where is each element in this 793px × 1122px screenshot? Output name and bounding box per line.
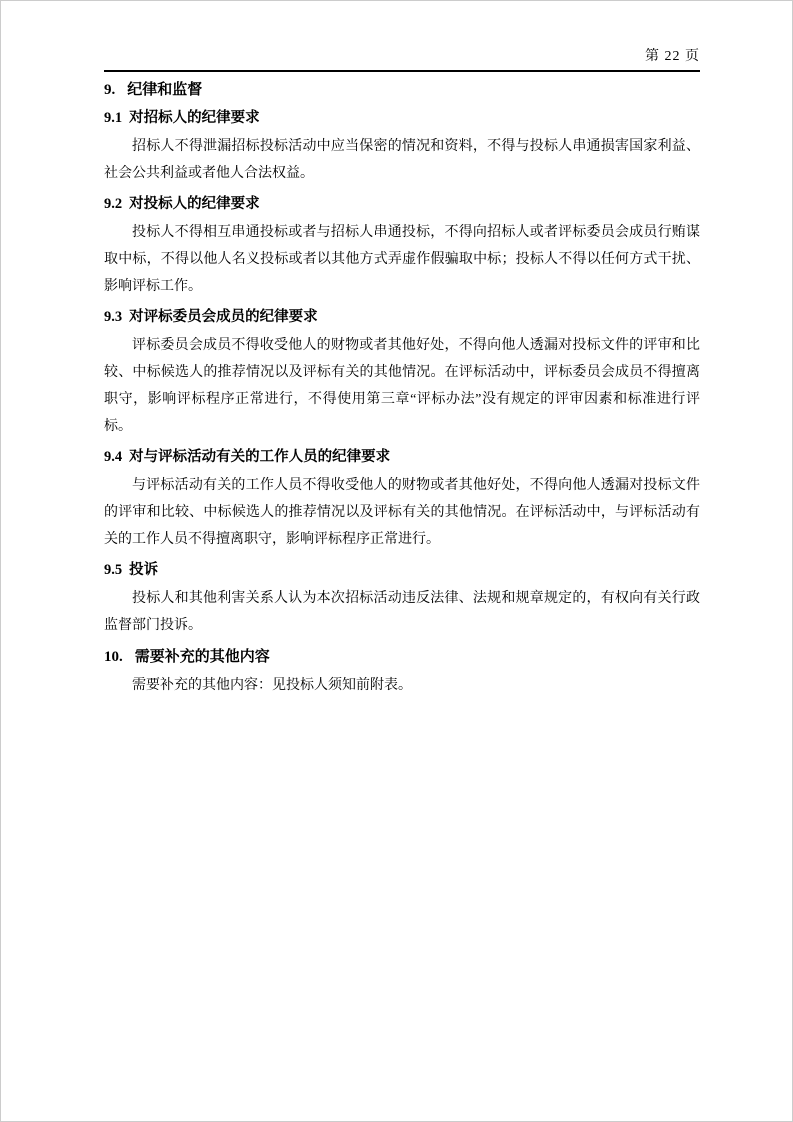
section-number: 9.3 xyxy=(104,309,123,325)
section-10-heading xyxy=(104,646,700,668)
section-9-5-heading xyxy=(104,559,700,581)
paragraph: 需要补充的其他内容：见投标人须知前附表。 xyxy=(132,678,412,693)
paragraph: 招标人不得泄漏招标投标活动中应当保密的情况和资料，不得与投标人串通损害国家利益、社会公共利益或者他人合法权益。 xyxy=(104,139,700,181)
section-title: 对评标委员会成员的纪律要求 xyxy=(129,309,318,325)
section-9-2-heading xyxy=(104,193,700,215)
paragraph: 投标人不得相互串通投标或者与招标人串通投标，不得向招标人或者评标委员会成员行贿谋取中标，不得以他人名义投标或者以其他方式弄虚作假骗取中标；投标人不得以任何方式干扰、影响评标工作。 xyxy=(104,225,700,294)
section-number: 9.2 xyxy=(104,196,123,212)
section-9-1-heading xyxy=(104,107,700,129)
section-number: 9.1 xyxy=(104,110,123,126)
section-number: 10. xyxy=(104,649,123,665)
section-9-4-heading xyxy=(104,446,700,468)
section-title: 对与评标活动有关的工作人员的纪律要求 xyxy=(129,449,391,465)
section-number: 9.5 xyxy=(104,562,123,578)
paragraph: 投标人和其他利害关系人认为本次招标活动违反法律、法规和规章规定的，有权向有关行政监督部门投诉。 xyxy=(104,591,700,633)
section-title: 对招标人的纪律要求 xyxy=(129,110,260,126)
section-title: 纪律和监督 xyxy=(127,82,203,98)
section-title: 需要补充的其他内容 xyxy=(134,649,270,665)
section-number: 9. xyxy=(104,82,116,98)
paragraph: 与评标活动有关的工作人员不得收受他人的财物或者其他好处，不得向他人透漏对投标文件的评审和比较、中标候选人的推荐情况以及评标有关的其他情况。在评标活动中，与评标活动有关的工作人员不得擅离职守，影响评标程序正常进行。 xyxy=(104,478,700,547)
section-9-3-heading xyxy=(104,306,700,328)
section-title: 对投标人的纪律要求 xyxy=(129,196,260,212)
section-9-heading xyxy=(104,79,700,101)
section-title: 投诉 xyxy=(129,562,159,578)
paragraph: 评标委员会成员不得收受他人的财物或者其他好处，不得向他人透漏对投标文件的评审和比较、中标候选人的推荐情况以及评标有关的其他情况。在评标活动中，评标委员会成员不得擅离职守，影响评标程序正常进行，不得使用第三章“评标办法”没有规定的评审因素和标准进行评标。 xyxy=(104,338,700,434)
page-header xyxy=(104,48,700,72)
page-number-label: 第 22 页 xyxy=(645,49,700,64)
section-number: 9.4 xyxy=(104,449,123,465)
